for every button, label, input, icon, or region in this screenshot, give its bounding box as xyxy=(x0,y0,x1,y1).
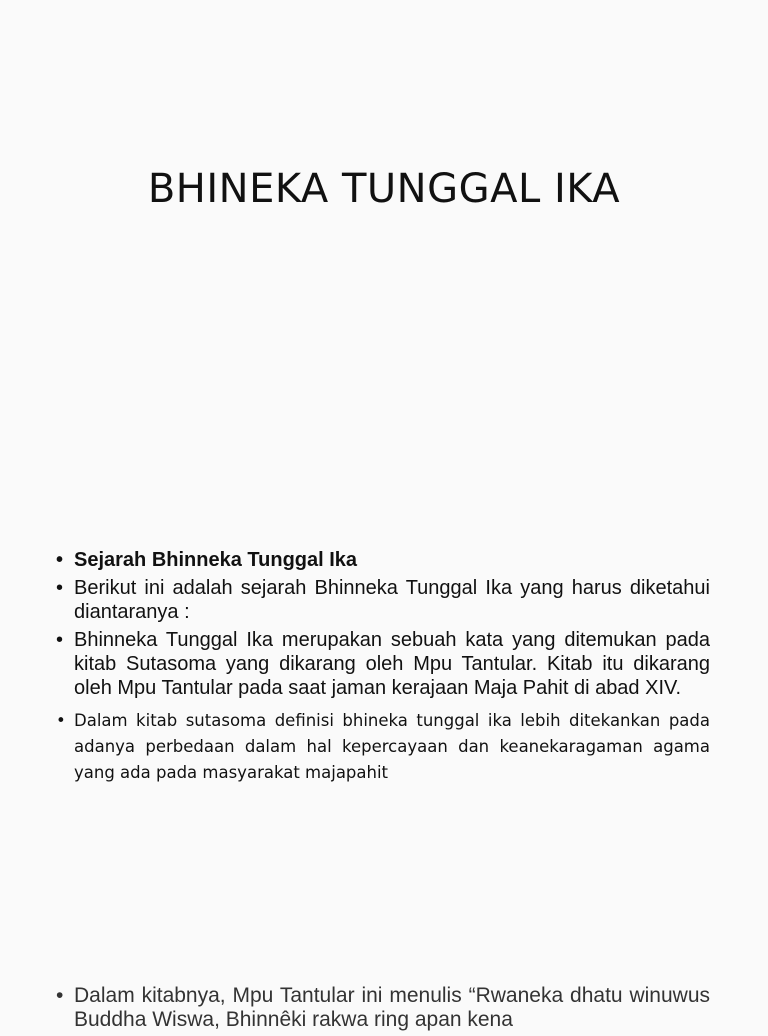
bullet-definition: • Dalam kitab sutasoma definisi bhineka tunggal ika lebih ditekankan pada adanya perbedaan dalam hal kepercayaan dan keanekaragaman agama yang ada pada masyarakat majapahit xyxy=(56,708,710,786)
next-slide-bullet-list xyxy=(56,984,710,1036)
bullet-heading: • Sejarah Bhinneka Tunggal Ika xyxy=(56,548,710,572)
bullet-intro: • Berikut ini adalah sejarah Bhinneka Tunggal Ika yang harus diketahui diantaranya : xyxy=(56,576,710,624)
bullet-list xyxy=(56,548,710,790)
bullet-origin: • Bhinneka Tunggal Ika merupakan sebuah kata yang ditemukan pada kitab Sutasoma yang dikarang oleh Mpu Tantular. Kitab itu dikarang oleh Mpu Tantular pada saat jaman kerajaan Maja Pahit di abad XIV. xyxy=(56,628,710,700)
slide-title: BHINEKA TUNGGAL IKA xyxy=(147,166,621,212)
bullet-quote: • Dalam kitabnya, Mpu Tantular ini menulis “Rwaneka dhatu winuwus Buddha Wiswa, Bhinnêki rakwa ring apan kena xyxy=(56,984,710,1032)
